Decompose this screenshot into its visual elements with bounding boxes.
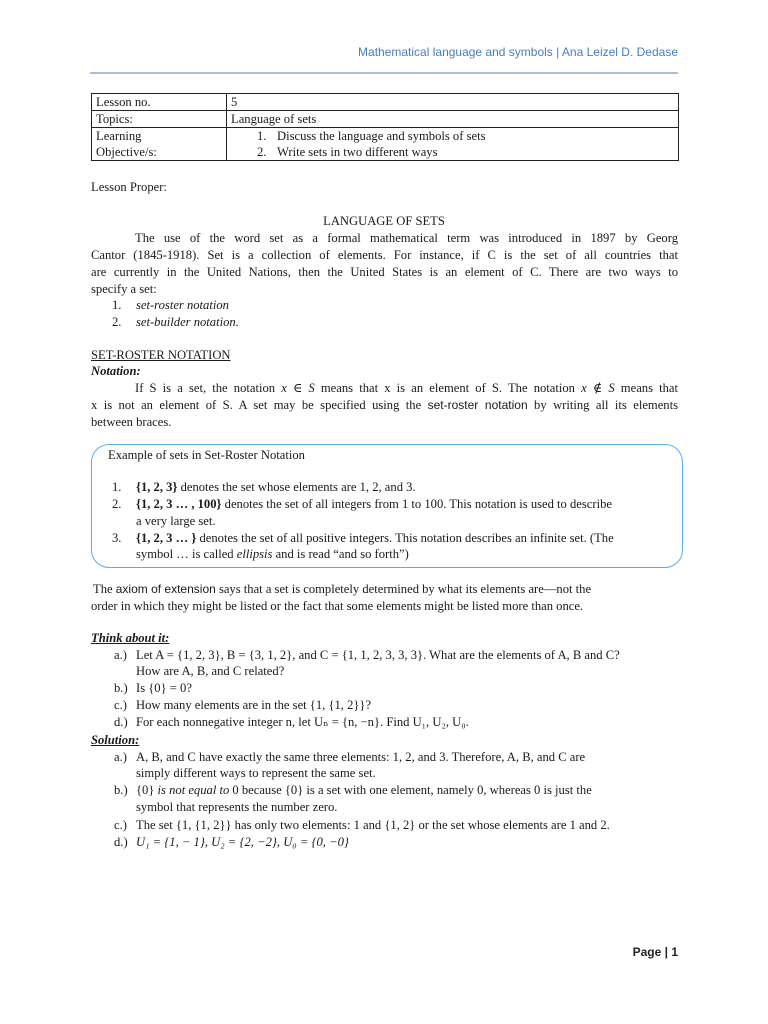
axiom-line-2: order in which they might be listed or the fact that some elements might be listed more than once. — [91, 599, 584, 613]
example-text: denotes the set of all integers from 1 to 100. This notation is used to describe — [221, 497, 612, 511]
item-label: d.) — [114, 715, 128, 729]
roster-line-3: between braces. — [91, 415, 172, 429]
way-text: set-roster notation — [136, 298, 229, 312]
list-number: 3. — [112, 531, 122, 545]
objective-label — [92, 128, 227, 161]
set-math: {1, 2, 3 … , 100} — [136, 497, 222, 511]
solution-math: U₁ = {1, − 1}, U₂ = {2, −2}, U₀ = {0, −0} — [136, 835, 349, 849]
example-item — [112, 479, 416, 496]
math-not-element-of: x ∉ S — [581, 381, 615, 395]
list-item — [112, 297, 229, 314]
think-continuation: How are A, B, and C related? — [136, 664, 285, 678]
text-run: {0} — [136, 783, 158, 797]
intro-line-1: The use of the word set as a formal mathematical term was introduced in 1897 by Georg — [135, 231, 678, 245]
example-item — [112, 530, 614, 547]
intro-line-2: Cantor (1845-1918). Set is a collection of elements. For instance, if C is the set of all countries that — [91, 248, 678, 262]
emphasis-text: is not equal to — [157, 783, 230, 797]
text-run: means that x is an element of S. The notation — [314, 381, 582, 395]
text-run: If S is a set, the notation — [135, 381, 282, 395]
list-number: 1. — [257, 129, 267, 143]
header-rule — [90, 72, 678, 74]
solution-item — [114, 817, 610, 834]
objective-item — [231, 128, 674, 144]
list-number: 2. — [112, 497, 122, 511]
item-label: b.) — [114, 783, 128, 797]
table-row — [92, 128, 679, 161]
intro-line-4: specify a set: — [91, 282, 157, 296]
lesson-no-label: Lesson no. — [92, 94, 227, 111]
table-row — [92, 111, 679, 128]
axiom-line-1 — [93, 581, 591, 598]
text-run: says that a set is completely determined by what its elements are—not the — [215, 582, 592, 596]
topics-label: Topics: — [92, 111, 227, 128]
item-label: d.) — [114, 835, 128, 849]
example-continuation: a very large set. — [136, 514, 216, 528]
text-run: 0 because {0} is a set with one element, namely 0, whereas 0 is just the — [229, 783, 592, 797]
objective-label-line-1: Learning — [96, 129, 142, 143]
objective-text: Write sets in two different ways — [277, 145, 438, 159]
example-item — [112, 496, 612, 513]
objective-text: Discuss the language and symbols of sets — [277, 129, 486, 143]
objectives-list — [227, 128, 679, 161]
notation-label: Notation: — [91, 364, 141, 378]
example-continuation — [136, 546, 409, 563]
think-text: Let A = {1, 2, 3}, B = {3, 1, 2}, and C = {1, 1, 2, 3, 3, 3}. What are the elements of A, B and C? — [136, 648, 620, 662]
roster-term: set-roster notation — [427, 398, 528, 412]
think-item — [114, 680, 192, 697]
solution-item — [114, 834, 349, 851]
table-row — [92, 94, 679, 111]
text-run: by writing all its elements — [527, 398, 679, 412]
ellipsis-term: ellipsis — [236, 547, 273, 561]
solution-continuation: simply different ways to represent the same set. — [136, 766, 376, 780]
item-label: b.) — [114, 681, 128, 695]
set-math: {1, 2, 3} — [136, 480, 178, 494]
solution-continuation: symbol that represents the number zero. — [136, 800, 338, 814]
lesson-no-value: 5 — [227, 94, 679, 111]
text-run: means that — [614, 381, 679, 395]
list-number: 1. — [112, 480, 122, 494]
roster-line-2 — [91, 397, 678, 414]
roster-heading: SET-ROSTER NOTATION — [91, 348, 231, 362]
solution-item — [114, 782, 592, 799]
think-item — [114, 697, 371, 714]
item-label: c.) — [114, 698, 127, 712]
think-heading: Think about it: — [91, 631, 170, 645]
lesson-info-table — [91, 93, 679, 161]
section-title: LANGUAGE OF SETS — [323, 214, 445, 228]
example-text: denotes the set whose elements are 1, 2, and 3. — [177, 480, 416, 494]
axiom-term: axiom of extension — [115, 582, 216, 596]
example-box-title: Example of sets in Set-Roster Notation — [108, 448, 305, 462]
solution-heading: Solution: — [91, 733, 140, 747]
roster-line-1 — [135, 380, 678, 397]
intro-line-3: are currently in the United Nations, then the United States is an element of C. There are two ways to — [91, 265, 678, 279]
way-text: set-builder notation. — [136, 315, 239, 329]
solution-item — [114, 749, 585, 766]
topics-value: Language of sets — [227, 111, 679, 128]
page-header-text: Mathematical language and symbols | Ana Leizel D. Dedase — [358, 45, 678, 59]
think-text: Is {0} = 0? — [136, 681, 192, 695]
objective-item — [231, 144, 674, 160]
objective-label-line-2: Objective/s: — [96, 145, 157, 159]
page-number: Page | 1 — [632, 945, 678, 959]
item-label: a.) — [114, 750, 127, 764]
lesson-proper-label: Lesson Proper: — [91, 180, 167, 194]
solution-text: The set {1, {1, 2}} has only two elements: 1 and {1, 2} or the set whose elements are 1 and 2. — [136, 818, 610, 832]
list-item — [112, 314, 239, 331]
item-label: c.) — [114, 818, 127, 832]
text-run: symbol … is called — [136, 547, 237, 561]
think-item — [114, 647, 620, 664]
text-run: The — [93, 582, 116, 596]
think-item — [114, 714, 469, 731]
item-label: a.) — [114, 648, 127, 662]
text-run: x is not an element of S. A set may be specified using the — [91, 398, 428, 412]
example-text: denotes the set of all positive integers. This notation describes an infinite set. (The — [196, 531, 614, 545]
solution-text: A, B, and C have exactly the same three elements: 1, 2, and 3. Therefore, A, B, and C are — [136, 750, 586, 764]
think-text: How many elements are in the set {1, {1, 2}}? — [136, 698, 372, 712]
math-element-of: x ∈ S — [281, 381, 315, 395]
list-number: 2. — [257, 145, 267, 159]
set-math: {1, 2, 3 … } — [136, 531, 197, 545]
list-number: 1. — [112, 298, 122, 312]
think-text: For each nonnegative integer n, let Uₙ = {n, −n}. Find U₁, U₂, U₀. — [136, 715, 469, 729]
list-number: 2. — [112, 315, 122, 329]
text-run: and is read “and so forth”) — [272, 547, 409, 561]
